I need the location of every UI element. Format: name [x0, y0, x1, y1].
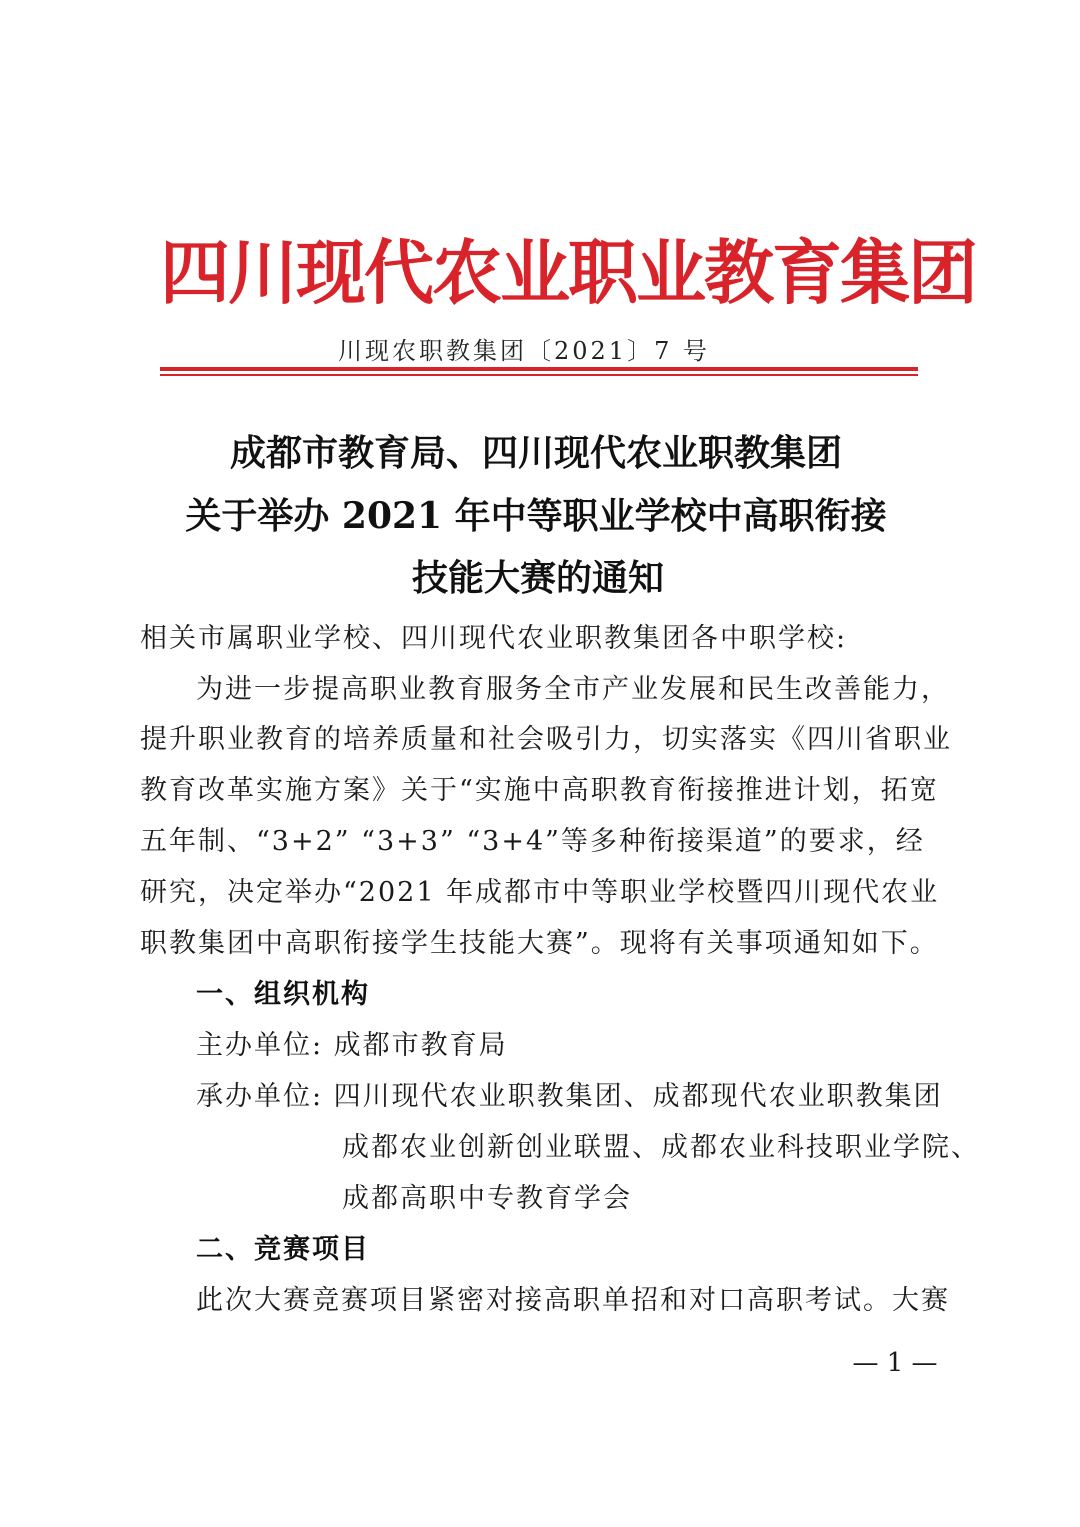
intro-line-1: 为进一步提高职业教育服务全市产业发展和民生改善能力， — [196, 674, 950, 705]
section-1-heading: 一、组织机构 — [196, 979, 370, 1010]
page-number: — 1 — — [852, 1348, 938, 1378]
red-divider-thin — [160, 374, 918, 376]
intro-line-4: 五年制、“3+2” “3+3” “3+4”等多种衔接渠道”的要求，经 — [140, 826, 925, 857]
organizer-line-1: 承办单位: 四川现代农业职教集团、成都现代农业职教集团 — [196, 1081, 943, 1112]
salutation: 相关市属职业学校、四川现代农业职教集团各中职学校: — [140, 623, 848, 654]
section-2-heading: 二、竞赛项目 — [196, 1234, 370, 1265]
notice-title-line-1: 成都市教育局、四川现代农业职教集团 — [229, 432, 842, 474]
masthead-title: 四川现代农业职业教育集团 — [160, 232, 976, 314]
organizer-line-2: 成都农业创新创业联盟、成都农业科技职业学院、 — [342, 1132, 980, 1163]
section-2-body-line: 此次大赛竞赛项目紧密对接高职单招和对口高职考试。大赛 — [196, 1285, 950, 1316]
red-divider-thick — [160, 367, 918, 371]
notice-title-line-2: 关于举办 2021 年中等职业学校中高职衔接 — [185, 495, 887, 537]
intro-line-2: 提升职业教育的培养质量和社会吸引力，切实落实《四川省职业 — [140, 724, 952, 755]
intro-line-6: 职教集团中高职衔接学生技能大赛”。现将有关事项通知如下。 — [140, 928, 939, 959]
intro-line-3: 教育改革实施方案》关于“实施中高职教育衔接推进计划，拓宽 — [140, 775, 939, 806]
organizer-line-3: 成都高职中专教育学会 — [342, 1183, 632, 1214]
host-unit-line: 主办单位: 成都市教育局 — [196, 1030, 508, 1061]
intro-line-5: 研究，决定举办“2021 年成都市中等职业学校暨四川现代农业 — [140, 877, 940, 908]
notice-title-line-3: 技能大赛的通知 — [411, 557, 664, 599]
document-number: 川现农职教集团〔2021〕7 号 — [338, 337, 710, 365]
